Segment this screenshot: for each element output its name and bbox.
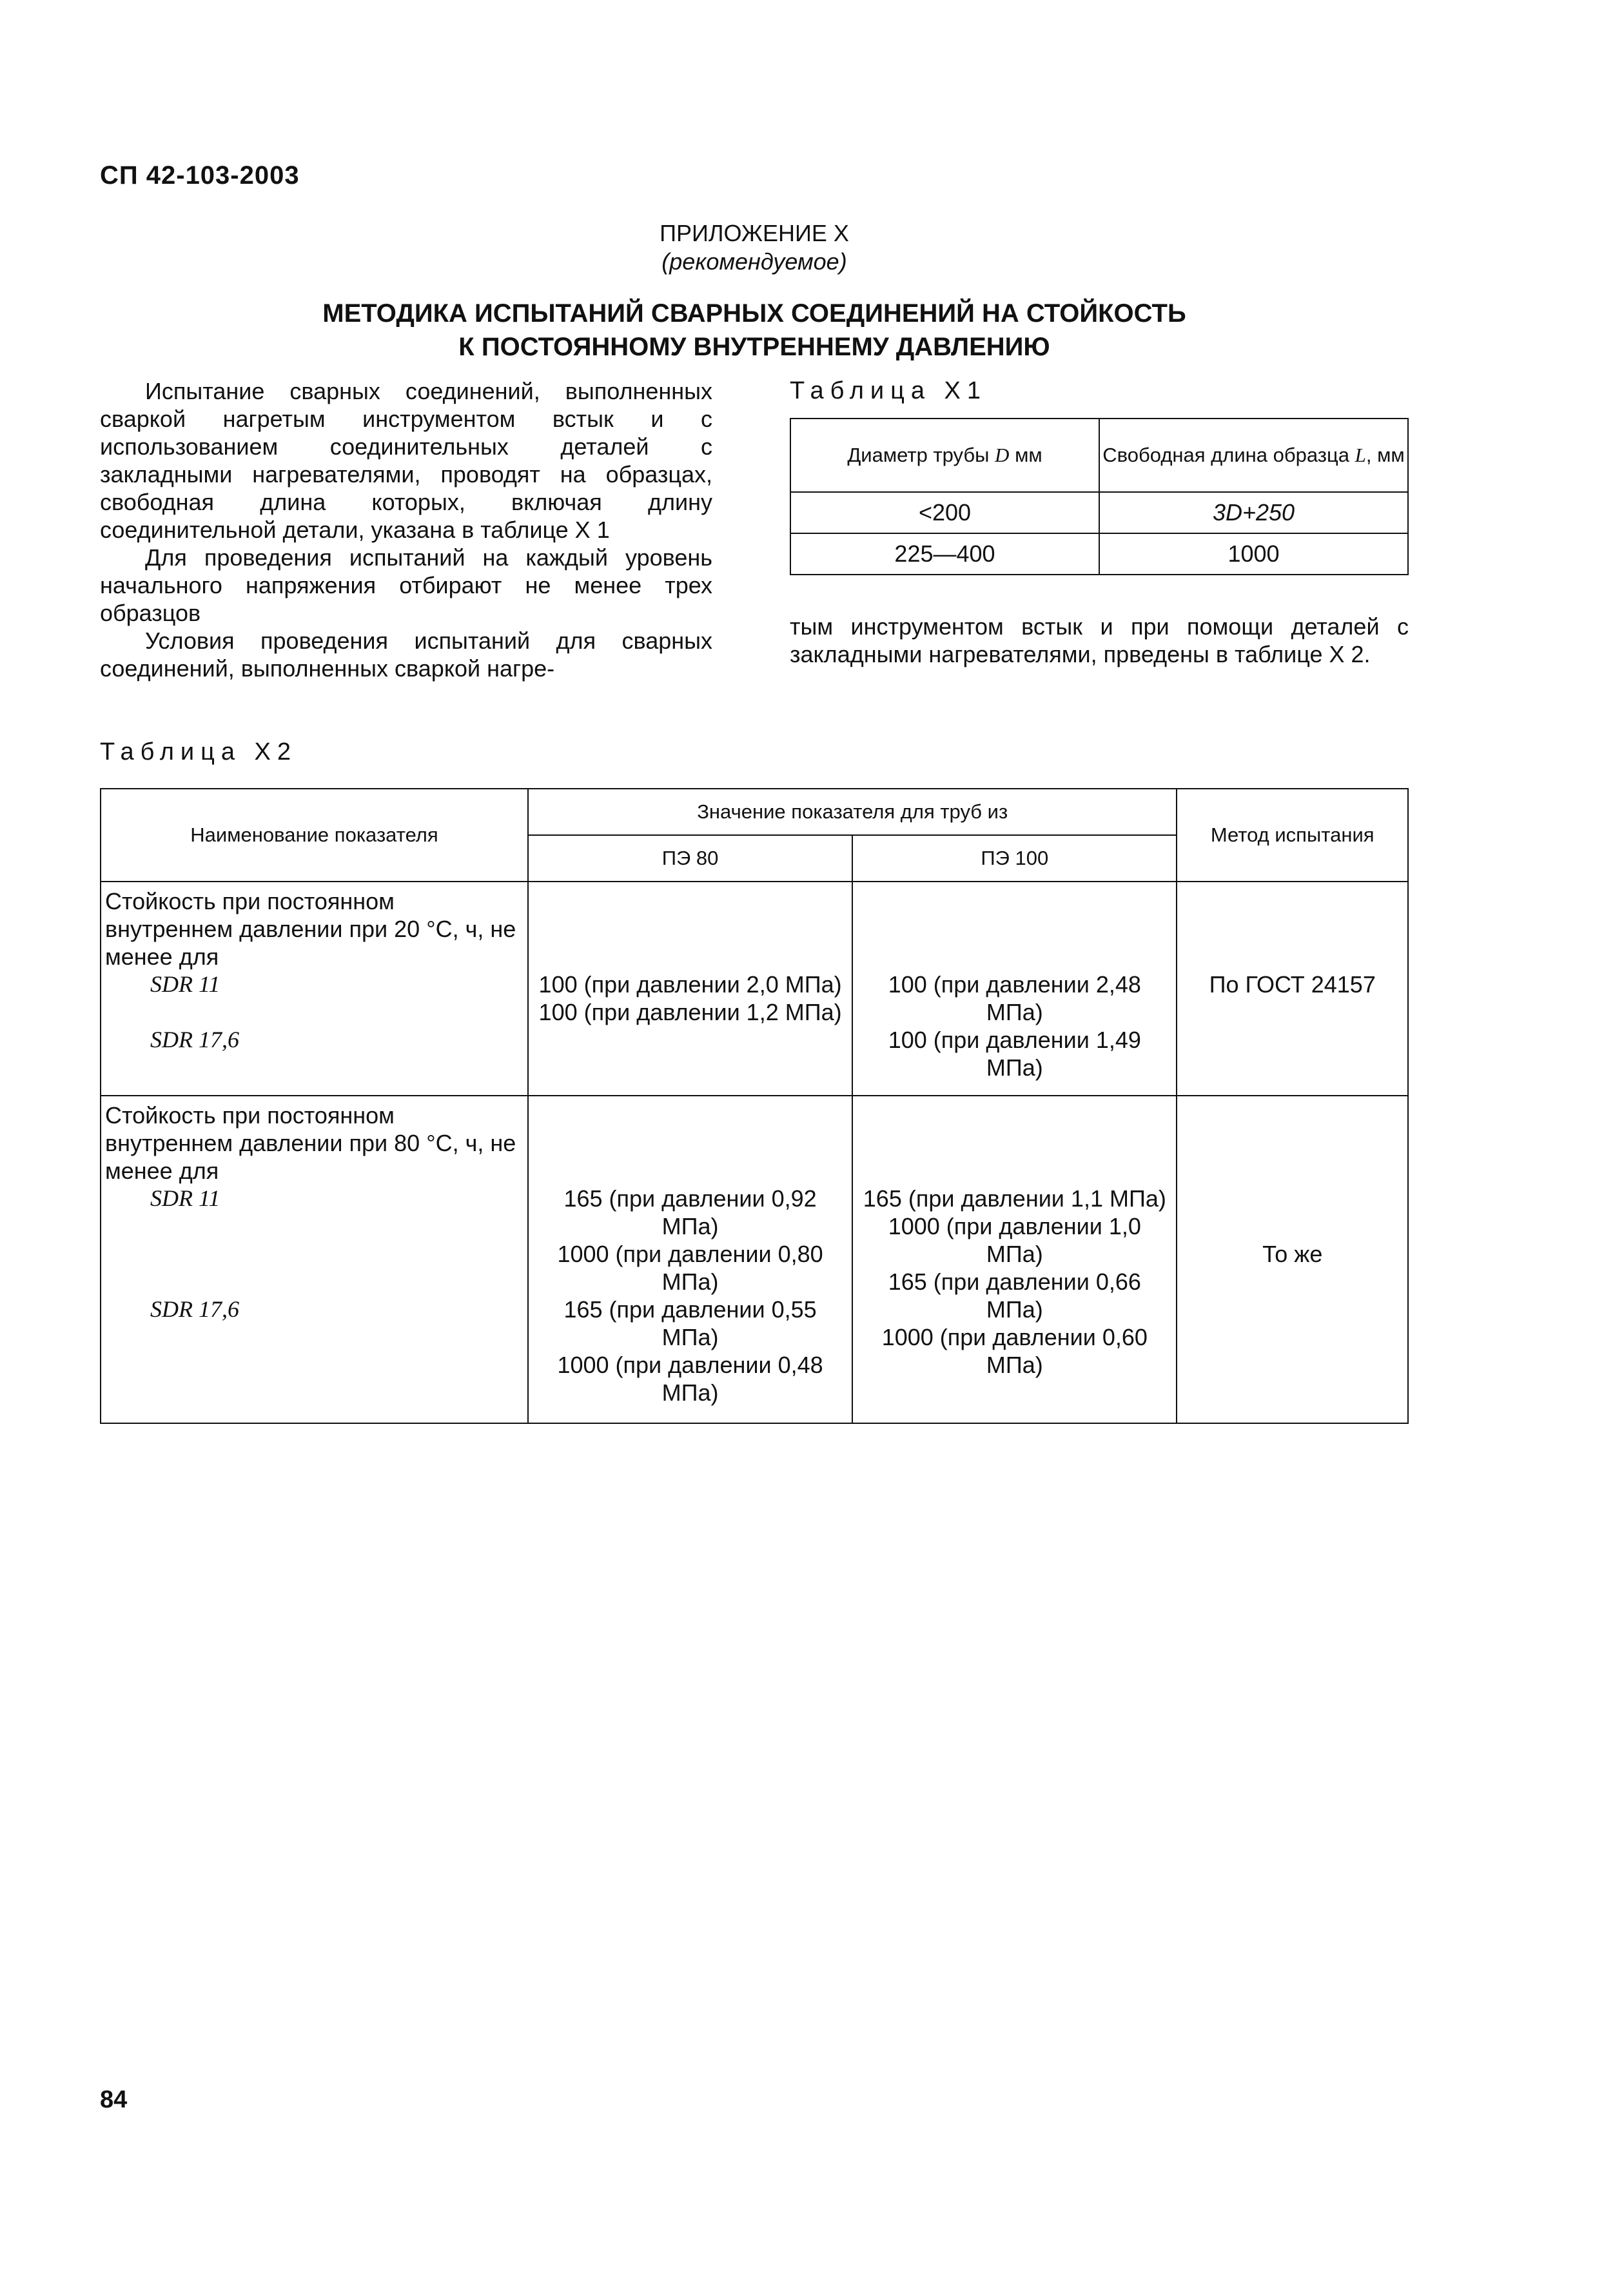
table2-header-indicator: Наименование показателя <box>101 789 528 882</box>
table-row <box>790 533 1408 575</box>
table1-header-length: Свободная длина образца L, мм <box>1099 419 1408 492</box>
table2-header-value-group: Значение показателя для труб из <box>528 789 1177 835</box>
title-line-1: МЕТОДИКА ИСПЫТАНИЙ СВАРНЫХ СОЕДИНЕНИЙ НА СТОЙКОСТЬ <box>322 299 1186 328</box>
body-right-column <box>790 613 1409 668</box>
table2-header-pe100: ПЭ 100 <box>852 835 1177 882</box>
paragraph-2: Для проведения испытаний на каждый уровень начального напряжения отбирают не менее трех образцов <box>100 544 712 626</box>
section-title <box>0 297 1509 364</box>
page-number: 84 <box>100 2086 128 2113</box>
document-code: СП 42-103-2003 <box>100 161 300 190</box>
table2-pe80-cell: 165 (при давлении 0,92 МПа) 1000 (при давлении 0,80 МПа) 165 (при давлении 0,55 МПа) 1000 (при давлении 0,48 МПа) <box>528 1096 852 1423</box>
table-row <box>790 492 1408 533</box>
table2-header-method: Метод испытания <box>1177 789 1408 882</box>
appendix-heading <box>0 219 1509 276</box>
table-row <box>101 882 1408 1096</box>
table1-cell: 1000 <box>1099 533 1408 575</box>
appendix-status: (рекомендуемое) <box>661 248 847 275</box>
table1-caption: Таблица Х1 <box>790 377 988 404</box>
table-x1 <box>790 418 1409 575</box>
paragraph-3: Условия проведения испытаний для сварных соединений, выполненных сваркой нагре- <box>100 627 712 682</box>
table2-indicator-cell: Стойкость при постоянном внутреннем давлении при 80 °С, ч, не менее для SDR 11 SDR 17,6 <box>101 1096 528 1423</box>
paragraph-1: Испытание сварных соединений, выполненных сваркой нагретым инструментом встык и с использованием соединительных деталей с закладными нагревателями, проводят на образцах, свободная длина которых, включая длину соединительной детали, указана в таблице Х 1 <box>100 378 712 543</box>
table2-method-cell: По ГОСТ 24157 <box>1177 882 1408 1096</box>
table-x2 <box>100 788 1409 1424</box>
body-left-column <box>100 377 712 682</box>
table2-method-cell: То же <box>1177 1096 1408 1423</box>
title-line-2: К ПОСТОЯННОМУ ВНУТРЕННЕМУ ДАВЛЕНИЮ <box>458 333 1050 361</box>
paragraph-3-continued: тым инструментом встык и при помощи деталей с закладными нагревателями, прведены в таблице Х 2. <box>790 613 1409 667</box>
table2-pe100-cell: 100 (при давлении 2,48 МПа) 100 (при давлении 1,49 МПа) <box>852 882 1177 1096</box>
table2-pe100-cell: 165 (при давлении 1,1 МПа) 1000 (при давлении 1,0 МПа) 165 (при давлении 0,66 МПа) 1000 (при давлении 0,60 МПа) <box>852 1096 1177 1423</box>
table1-cell: 3D+250 <box>1099 492 1408 533</box>
table1-header-diameter: Диаметр трубы D мм <box>790 419 1099 492</box>
appendix-label: ПРИЛОЖЕНИЕ Х <box>660 220 849 246</box>
table2-caption: Таблица Х2 <box>100 738 298 765</box>
table2-header-pe80: ПЭ 80 <box>528 835 852 882</box>
table2-indicator-cell: Стойкость при постоянном внутреннем давлении при 20 °С, ч, не менее для SDR 11 SDR 17,6 <box>101 882 528 1096</box>
table1-cell: <200 <box>790 492 1099 533</box>
table-row <box>101 1096 1408 1423</box>
table2-pe80-cell: 100 (при давлении 2,0 МПа) 100 (при давлении 1,2 МПа) <box>528 882 852 1096</box>
table1-cell: 225—400 <box>790 533 1099 575</box>
